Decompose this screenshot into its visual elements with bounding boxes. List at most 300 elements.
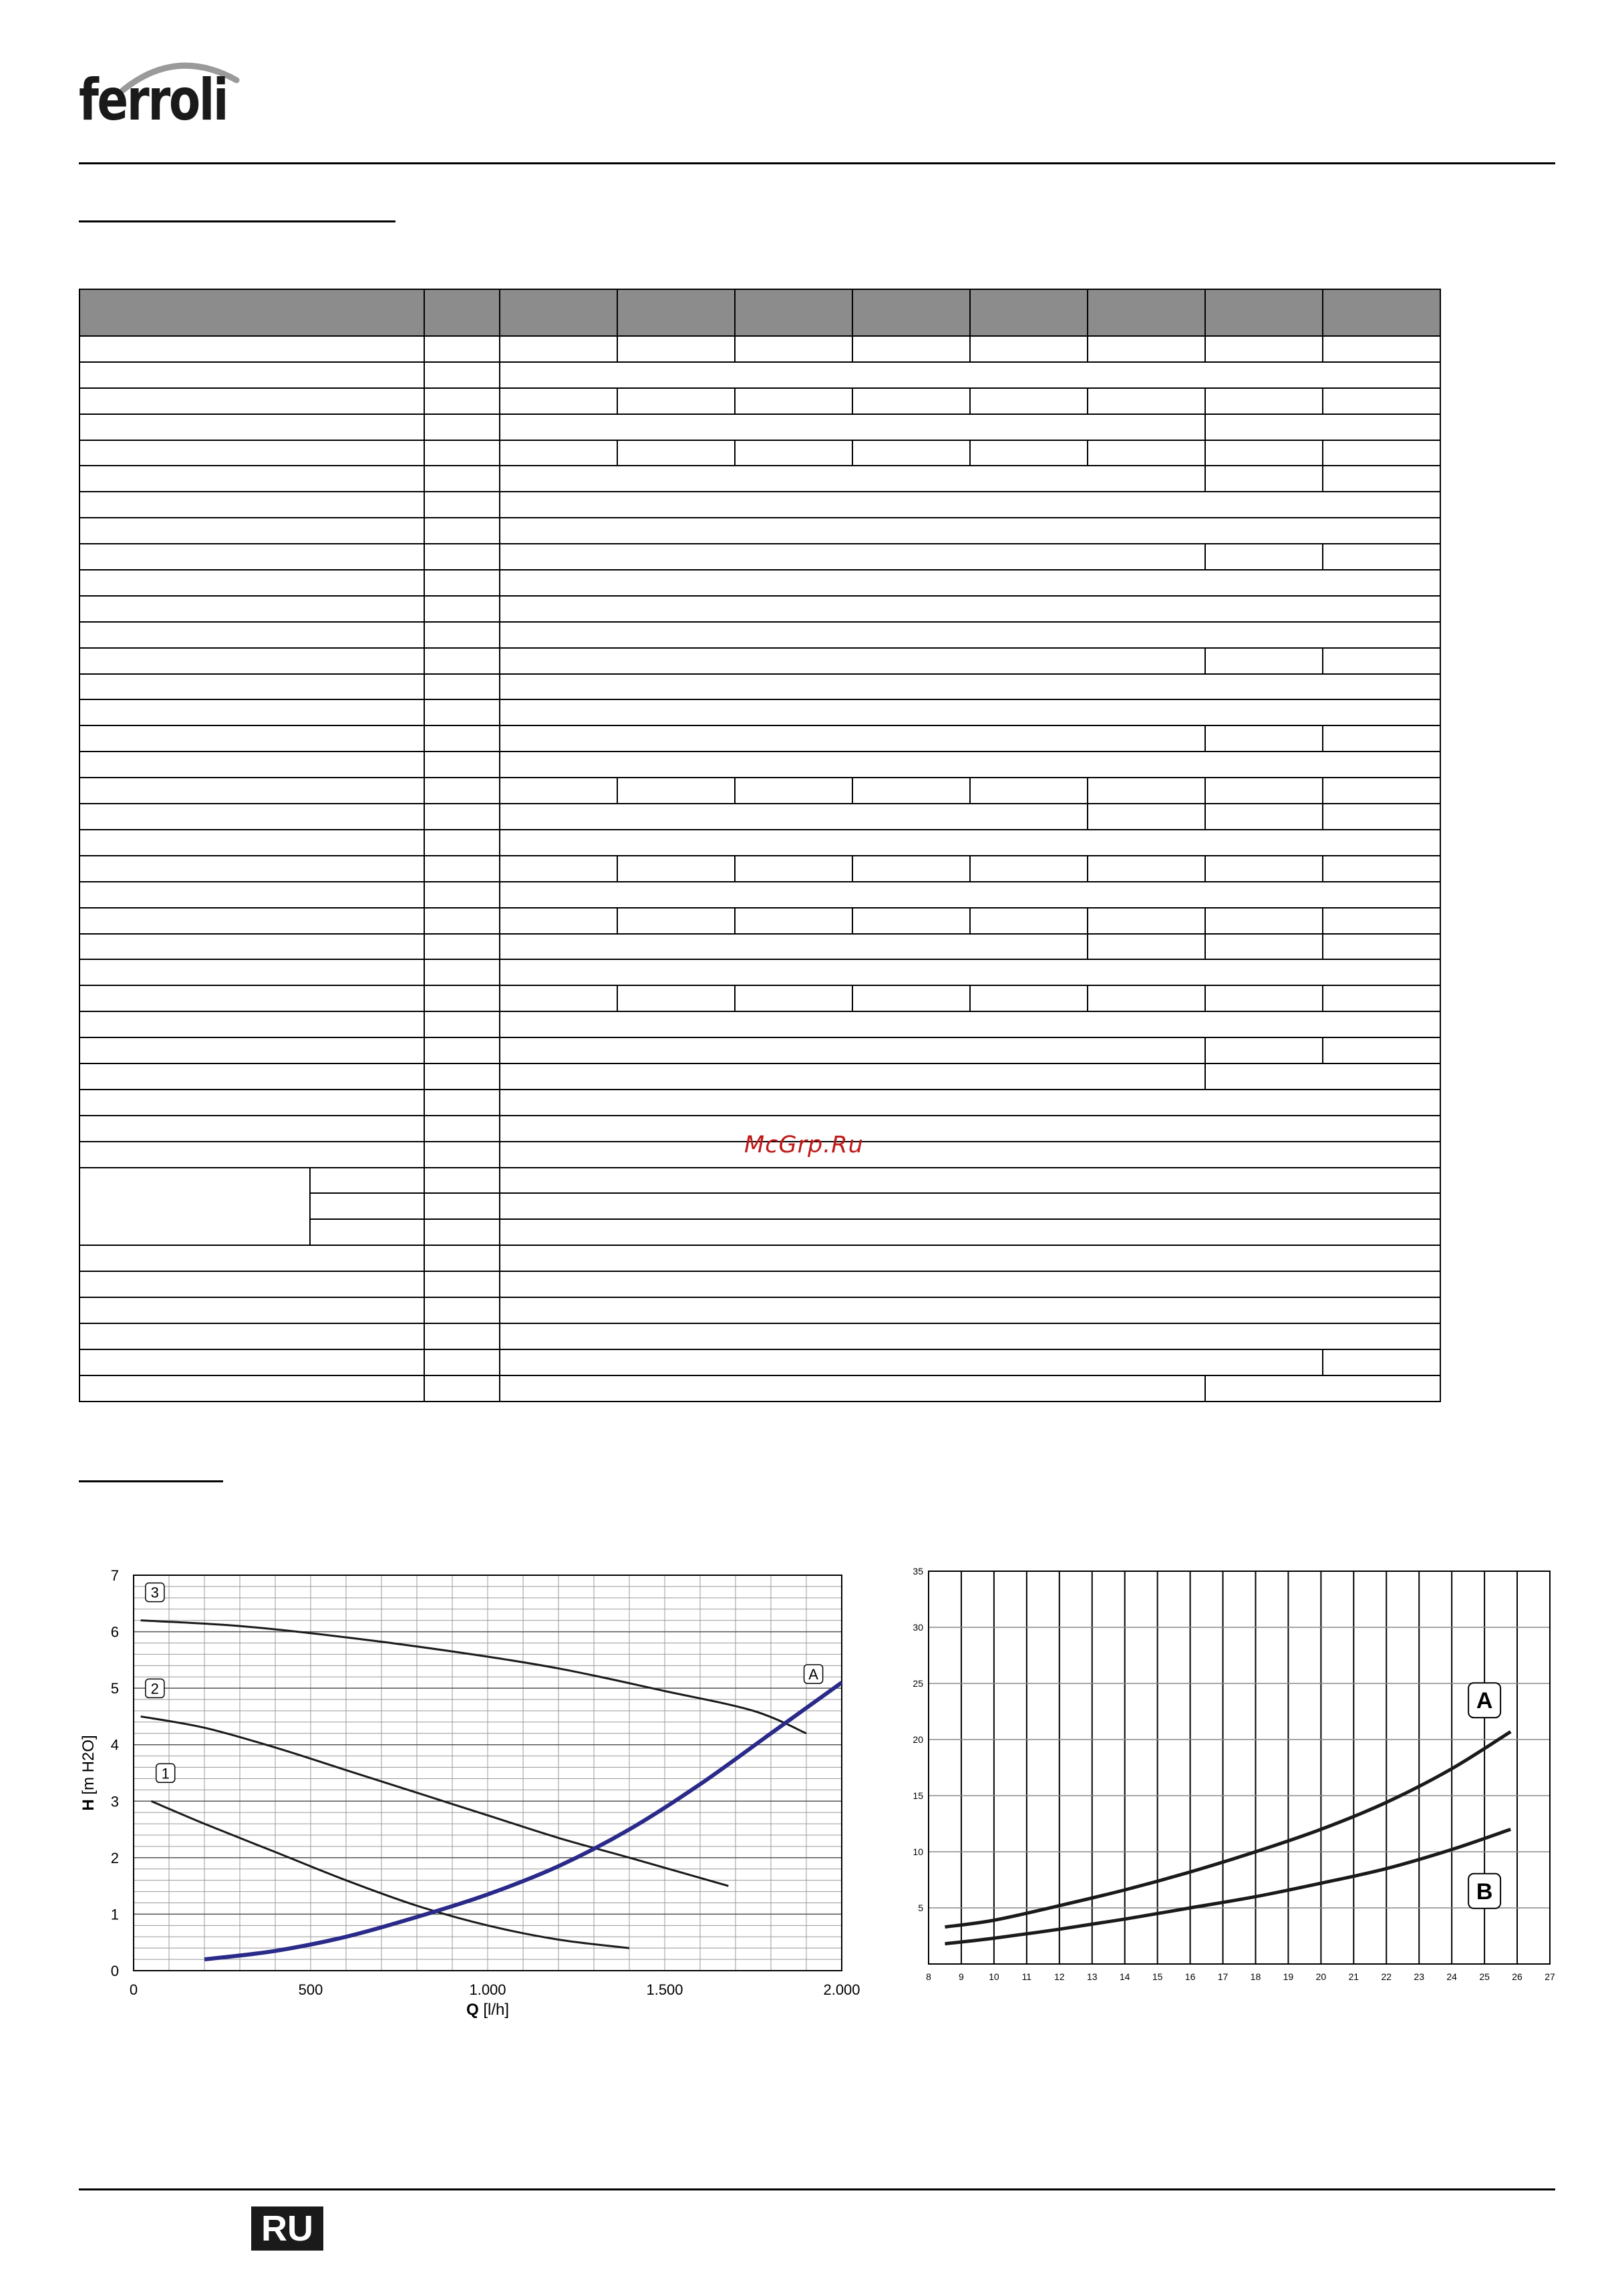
- table-cell: [424, 440, 500, 466]
- table-cell: [424, 1219, 500, 1245]
- table-cell: [1205, 985, 1323, 1011]
- table-cell: [1323, 336, 1440, 362]
- table-cell: [79, 778, 424, 804]
- table-cell: [424, 1142, 500, 1168]
- table-cell: [79, 648, 424, 674]
- y-tick-label: 7: [110, 1567, 119, 1584]
- x-tick-label: 9: [959, 1971, 964, 1982]
- table-cell: [1088, 388, 1205, 414]
- table-cell: [500, 440, 617, 466]
- x-tick-label: 24: [1446, 1971, 1457, 1982]
- table-cell: [79, 544, 424, 570]
- table-cell: [852, 856, 970, 882]
- table-cell: [79, 596, 424, 622]
- y-tick-label: 30: [913, 1622, 923, 1633]
- table-cell: [79, 1245, 424, 1271]
- table-cell: [500, 289, 617, 336]
- x-tick-label: 0: [129, 1981, 138, 1998]
- x-tick-label: 16: [1184, 1971, 1196, 1982]
- table-cell: [1205, 466, 1323, 492]
- technical-data-table: [79, 289, 1557, 1402]
- table-cell: [424, 830, 500, 856]
- table-cell: [79, 934, 424, 960]
- table-cell: [735, 778, 852, 804]
- table-cell: [79, 1142, 424, 1168]
- table-cell: [79, 1271, 424, 1297]
- table-cell: [735, 289, 852, 336]
- table-cell: [79, 959, 424, 985]
- series-label-B: B: [1476, 1878, 1493, 1905]
- table-cell: [500, 778, 617, 804]
- table-cell: [79, 699, 424, 725]
- table-cell: [617, 985, 735, 1011]
- table-row: [79, 336, 1556, 362]
- table-row: [79, 570, 1556, 596]
- table-cell: [970, 440, 1088, 466]
- table-cell: [424, 959, 500, 985]
- table-cell: [970, 908, 1088, 934]
- table-cell: [79, 388, 424, 414]
- table-cell: [617, 336, 735, 362]
- table-cell: [1088, 908, 1205, 934]
- table-cell: [1323, 1349, 1440, 1375]
- table-cell: [79, 985, 424, 1011]
- table-cell: [617, 388, 735, 414]
- curve-ab-chart: [895, 1556, 1563, 2004]
- table-cell: [79, 725, 424, 752]
- table-cell: [1323, 466, 1440, 492]
- table-cell: [79, 492, 424, 518]
- x-tick-label: 1.000: [469, 1981, 506, 1998]
- x-tick-label: 12: [1054, 1971, 1065, 1982]
- table-cell: [424, 1116, 500, 1142]
- table-cell: [1088, 336, 1205, 362]
- table-cell: [617, 856, 735, 882]
- table-cell: [310, 1219, 424, 1245]
- series-label-2: 2: [150, 1680, 159, 1697]
- table-cell: [1323, 544, 1440, 570]
- x-tick-label: 13: [1086, 1971, 1098, 1982]
- table-cell: [424, 934, 500, 960]
- table-cell: [424, 908, 500, 934]
- x-tick-label: 23: [1414, 1971, 1424, 1982]
- table-cell: [500, 414, 1205, 440]
- table-cell: [500, 1375, 1205, 1402]
- table-cell: [1205, 414, 1440, 440]
- table-row: [79, 492, 1556, 518]
- table-cell: [79, 518, 424, 544]
- y-tick-label: 3: [110, 1793, 119, 1810]
- table-row: [79, 466, 1556, 492]
- table-cell: [424, 622, 500, 648]
- table-cell: [424, 1271, 500, 1297]
- table-row: [79, 1063, 1556, 1090]
- table-cell: [79, 1063, 424, 1090]
- table-cell: [79, 466, 424, 492]
- y-tick-label: 20: [913, 1734, 923, 1745]
- table-cell: [500, 1116, 1440, 1142]
- y-tick-label: 10: [913, 1846, 923, 1857]
- table-cell: [79, 1168, 310, 1246]
- table-cell: [424, 778, 500, 804]
- series-label-A: A: [808, 1666, 818, 1683]
- table-cell: [424, 1011, 500, 1037]
- table-cell: [424, 1090, 500, 1116]
- table-cell: [500, 466, 1205, 492]
- table-cell: [1205, 856, 1323, 882]
- table-header-row: [79, 289, 1556, 336]
- y-tick-label: 4: [110, 1736, 119, 1754]
- table-cell: [500, 1271, 1440, 1297]
- table-cell: [424, 362, 500, 388]
- x-tick-label: 15: [1152, 1971, 1163, 1982]
- table-cell: [424, 699, 500, 725]
- table-cell: [424, 1037, 500, 1063]
- x-tick-label: 26: [1512, 1971, 1522, 1982]
- table-cell: [79, 752, 424, 778]
- table-cell: [79, 570, 424, 596]
- table-row: [79, 414, 1556, 440]
- table-row: [79, 699, 1556, 725]
- table-cell: [500, 648, 1205, 674]
- table-cell: [1088, 440, 1205, 466]
- table-cell: [79, 1297, 424, 1323]
- table-cell: [424, 544, 500, 570]
- table-cell: [79, 1375, 424, 1402]
- ferroli-logo: [79, 53, 232, 137]
- table-cell: [424, 985, 500, 1011]
- table-cell: [424, 1323, 500, 1349]
- table-cell: [970, 778, 1088, 804]
- table-row: [79, 1297, 1556, 1323]
- table-cell: [79, 622, 424, 648]
- table-cell: [500, 830, 1440, 856]
- table-cell: [1323, 388, 1440, 414]
- table-row: [79, 440, 1556, 466]
- table-cell: [500, 1323, 1440, 1349]
- table-cell: [500, 959, 1440, 985]
- table-cell: [310, 1168, 424, 1194]
- table-cell: [617, 778, 735, 804]
- x-tick-label: 19: [1283, 1971, 1294, 1982]
- logo-text: ferroli: [79, 67, 228, 134]
- table-cell: [424, 1063, 500, 1090]
- x-tick-label: 14: [1119, 1971, 1130, 1982]
- table-cell: [1323, 1037, 1440, 1063]
- y-tick-label: 5: [110, 1680, 119, 1697]
- table-cell: [424, 752, 500, 778]
- table-cell: [79, 856, 424, 882]
- table-cell: [1323, 648, 1440, 674]
- table-cell: [500, 908, 617, 934]
- table-row: [79, 752, 1556, 778]
- table-cell: [424, 596, 500, 622]
- table-cell: [852, 440, 970, 466]
- table-cell: [500, 622, 1440, 648]
- series-line-B: [945, 1829, 1510, 1943]
- table-cell: [500, 1063, 1205, 1090]
- table-cell: [852, 388, 970, 414]
- table-cell: [1088, 289, 1205, 336]
- table-cell: [970, 985, 1088, 1011]
- table-cell: [617, 908, 735, 934]
- table-row: [79, 725, 1556, 752]
- table-cell: [1088, 856, 1205, 882]
- table-cell: [79, 362, 424, 388]
- x-tick-label: 27: [1545, 1971, 1555, 1982]
- table-row: [79, 1349, 1556, 1375]
- x-tick-label: 21: [1348, 1971, 1359, 1982]
- table-cell: [79, 1116, 424, 1142]
- table-cell: [500, 1142, 1440, 1168]
- table-cell: [852, 778, 970, 804]
- table-cell: [424, 1168, 500, 1194]
- table-cell: [424, 1375, 500, 1402]
- table-cell: [1088, 934, 1205, 960]
- table-cell: [310, 1193, 424, 1219]
- table-cell: [1205, 648, 1323, 674]
- y-tick-label: 35: [913, 1566, 923, 1577]
- table-cell: [1323, 856, 1440, 882]
- x-tick-label: 1.500: [646, 1981, 683, 1998]
- table-cell: [424, 1193, 500, 1219]
- y-tick-label: 5: [918, 1903, 923, 1913]
- table-cell: [424, 804, 500, 830]
- table-cell: [500, 882, 1440, 908]
- x-tick-label: 10: [989, 1971, 999, 1982]
- table-cell: [424, 648, 500, 674]
- table-cell: [424, 674, 500, 700]
- table-cell: [500, 518, 1440, 544]
- watermark: McGrp.Ru: [744, 1132, 864, 1158]
- table-cell: [970, 388, 1088, 414]
- table-cell: [79, 674, 424, 700]
- table-cell: [424, 466, 500, 492]
- table-cell: [500, 388, 617, 414]
- table-row: [79, 362, 1556, 388]
- table-cell: [424, 725, 500, 752]
- table-row: [79, 1090, 1556, 1116]
- table-cell: [500, 1090, 1440, 1116]
- table-cell: [500, 1011, 1440, 1037]
- table-row: [79, 908, 1556, 934]
- table-row: [79, 882, 1556, 908]
- table-cell: [1323, 440, 1440, 466]
- y-tick-label: 6: [110, 1623, 119, 1641]
- x-tick-label: 500: [298, 1981, 323, 1998]
- table-cell: [970, 336, 1088, 362]
- table-row: [79, 1168, 1556, 1194]
- table-cell: [1205, 544, 1323, 570]
- table-row: [79, 648, 1556, 674]
- table-cell: [500, 856, 617, 882]
- y-axis-label: H [m H2O]: [79, 1735, 98, 1811]
- table-cell: [79, 440, 424, 466]
- table-cell: [500, 934, 1088, 960]
- x-tick-label: 25: [1479, 1971, 1490, 1982]
- table-cell: [500, 804, 1088, 830]
- table-cell: [1323, 289, 1440, 336]
- table-cell: [1088, 778, 1205, 804]
- table-row: [79, 1245, 1556, 1271]
- table-row: [79, 778, 1556, 804]
- table-cell: [1205, 289, 1323, 336]
- table-row: [79, 1037, 1556, 1063]
- table-cell: [1205, 1375, 1440, 1402]
- table-cell: [1205, 934, 1323, 960]
- table-cell: [500, 1245, 1440, 1271]
- table-cell: [1088, 985, 1205, 1011]
- table-cell: [424, 492, 500, 518]
- table-cell: [1323, 908, 1440, 934]
- table-cell: [735, 440, 852, 466]
- table-cell: [1205, 388, 1323, 414]
- table-row: [79, 544, 1556, 570]
- table-cell: [500, 1349, 1323, 1375]
- table-cell: [500, 336, 617, 362]
- table-cell: [735, 908, 852, 934]
- table-cell: [424, 856, 500, 882]
- table-cell: [424, 570, 500, 596]
- table-row: [79, 934, 1556, 960]
- table-row: [79, 856, 1556, 882]
- table-cell: [500, 1219, 1440, 1245]
- table-cell: [500, 544, 1205, 570]
- table-cell: [424, 388, 500, 414]
- footer-rule: [79, 2188, 1555, 2190]
- table-cell: [1323, 804, 1440, 830]
- table-cell: [500, 570, 1440, 596]
- y-tick-label: 1: [110, 1906, 119, 1923]
- table-cell: [424, 1349, 500, 1375]
- table-cell: [1323, 985, 1440, 1011]
- table-cell: [79, 336, 424, 362]
- table-cell: [79, 882, 424, 908]
- table-cell: [79, 1037, 424, 1063]
- table-cell: [79, 289, 424, 336]
- table-cell: [79, 830, 424, 856]
- table-row: [79, 596, 1556, 622]
- table-cell: [1088, 804, 1205, 830]
- pump-head-chart: [53, 1556, 882, 2024]
- table-cell: [1205, 440, 1323, 466]
- table-cell: [424, 518, 500, 544]
- table-cell: [1205, 1063, 1440, 1090]
- table-cell: [1323, 778, 1440, 804]
- table-row: [79, 388, 1556, 414]
- section-title-underline: [79, 220, 395, 222]
- table-cell: [424, 1245, 500, 1271]
- x-tick-label: 20: [1315, 1971, 1327, 1982]
- table-cell: [424, 414, 500, 440]
- table-cell: [500, 1037, 1205, 1063]
- table-cell: [500, 362, 1440, 388]
- x-tick-label: 18: [1250, 1971, 1261, 1982]
- series-label-3: 3: [150, 1584, 159, 1601]
- table-cell: [1205, 725, 1323, 752]
- table-cell: [500, 725, 1205, 752]
- table-cell: [424, 336, 500, 362]
- table-cell: [1205, 336, 1323, 362]
- header-rule: [79, 162, 1555, 164]
- table-cell: [79, 414, 424, 440]
- table-row: [79, 1323, 1556, 1349]
- table-row: [79, 830, 1556, 856]
- table-cell: [735, 388, 852, 414]
- series-line-A: [945, 1732, 1510, 1927]
- table-cell: [500, 596, 1440, 622]
- table-cell: [79, 1349, 424, 1375]
- table-cell: [1205, 804, 1323, 830]
- table-cell: [424, 289, 500, 336]
- table-cell: [617, 289, 735, 336]
- x-tick-label: 8: [926, 1971, 931, 1982]
- series-label-A: A: [1476, 1688, 1493, 1714]
- table-cell: [79, 804, 424, 830]
- table-row: [79, 959, 1556, 985]
- table-cell: [424, 1297, 500, 1323]
- table-row: [79, 1011, 1556, 1037]
- table-cell: [852, 908, 970, 934]
- table-cell: [1205, 1037, 1323, 1063]
- x-tick-label: 2.000: [823, 1981, 860, 1998]
- table-cell: [500, 674, 1440, 700]
- table-cell: [500, 1168, 1440, 1194]
- table-row: [79, 1375, 1556, 1402]
- table-cell: [852, 336, 970, 362]
- table-cell: [1205, 908, 1323, 934]
- section-title-underline-2: [79, 1480, 223, 1482]
- x-tick-label: 11: [1021, 1971, 1032, 1982]
- table-cell: [735, 336, 852, 362]
- table-cell: [1205, 778, 1323, 804]
- table-cell: [500, 492, 1440, 518]
- x-tick-label: 22: [1381, 1971, 1392, 1982]
- table-cell: [79, 1323, 424, 1349]
- language-badge: RU: [251, 2206, 323, 2251]
- table-cell: [970, 856, 1088, 882]
- table-cell: [79, 1090, 424, 1116]
- table-row: [79, 804, 1556, 830]
- table-cell: [500, 1297, 1440, 1323]
- table-cell: [735, 856, 852, 882]
- table-row: [79, 518, 1556, 544]
- table-cell: [79, 908, 424, 934]
- table-cell: [1323, 934, 1440, 960]
- table-cell: [852, 985, 970, 1011]
- table-cell: [424, 882, 500, 908]
- table-cell: [500, 752, 1440, 778]
- y-tick-label: 0: [110, 1963, 119, 1979]
- table-cell: [617, 440, 735, 466]
- table-row: [79, 674, 1556, 700]
- table-cell: [1323, 725, 1440, 752]
- y-tick-label: 25: [913, 1678, 923, 1689]
- table-cell: [79, 1011, 424, 1037]
- table-cell: [735, 985, 852, 1011]
- table-cell: [500, 1193, 1440, 1219]
- table-row: [79, 622, 1556, 648]
- table-cell: [500, 985, 617, 1011]
- series-label-1: 1: [161, 1765, 170, 1782]
- table-cell: [852, 289, 970, 336]
- table-row: [79, 985, 1556, 1011]
- table-row: [79, 1271, 1556, 1297]
- table-cell: [970, 289, 1088, 336]
- y-tick-label: 15: [913, 1790, 923, 1801]
- table-cell: [500, 699, 1440, 725]
- x-axis-label: Q [l/h]: [466, 2001, 510, 2019]
